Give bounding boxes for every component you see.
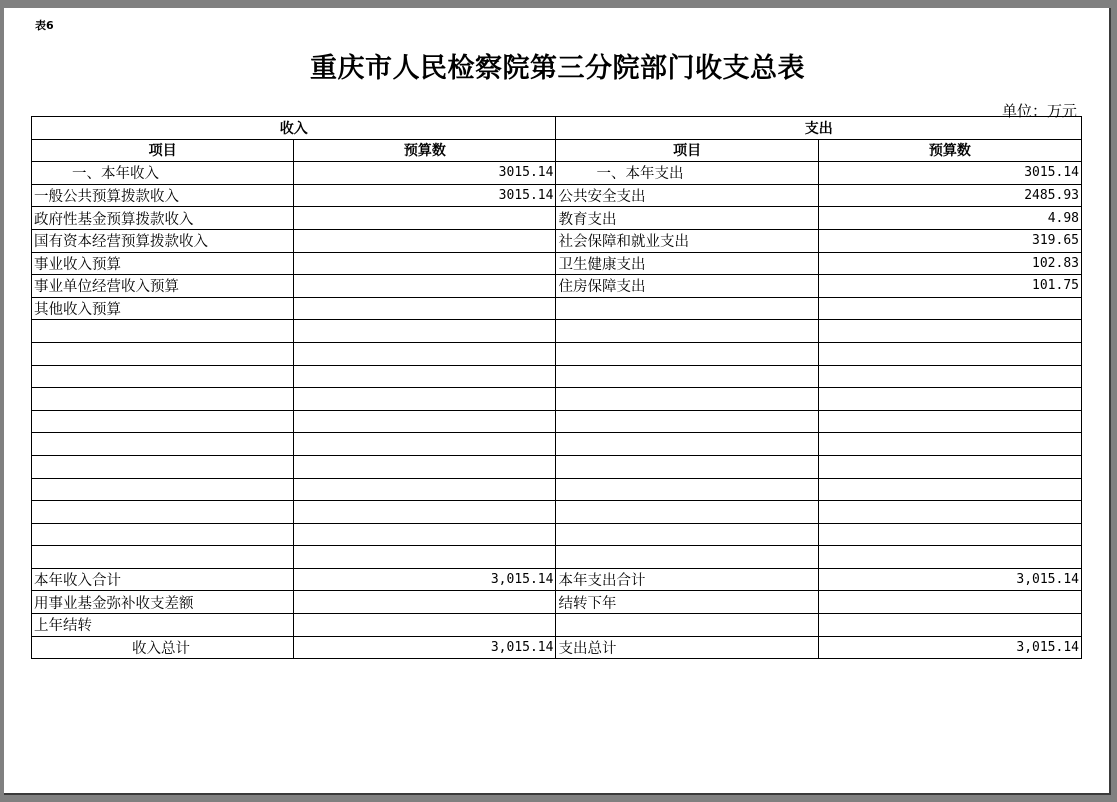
income-value-cell[interactable] <box>294 433 556 456</box>
table-row <box>32 568 1082 591</box>
income-value-cell[interactable] <box>294 207 556 230</box>
income-item-cell[interactable] <box>32 342 294 365</box>
expense-value-cell[interactable] <box>818 388 1081 411</box>
table-row <box>32 455 1082 478</box>
income-item-cell[interactable] <box>32 523 294 546</box>
expense-value-cell[interactable] <box>818 365 1081 388</box>
income-value-cell[interactable] <box>294 320 556 343</box>
expense-value-cell[interactable]: 3015.14 <box>818 162 1081 185</box>
income-value-cell[interactable]: 3,015.14 <box>294 568 556 591</box>
expense-item-cell[interactable]: 住房保障支出 <box>556 275 818 298</box>
income-item-cell[interactable] <box>32 410 294 433</box>
expense-item-cell[interactable] <box>556 297 818 320</box>
expense-item-cell[interactable]: 教育支出 <box>556 207 818 230</box>
table-row <box>32 342 1082 365</box>
expense-item-cell[interactable]: 卫生健康支出 <box>556 252 818 275</box>
income-item-cell[interactable] <box>32 388 294 411</box>
expense-value-cell[interactable] <box>818 478 1081 501</box>
table-row <box>32 252 1082 275</box>
income-section-header: 收入 <box>32 117 556 140</box>
table-row <box>32 162 1082 185</box>
expense-item-cell[interactable]: 支出总计 <box>556 636 818 659</box>
income-item-cell[interactable]: 事业单位经营收入预算 <box>32 275 294 298</box>
expense-section-header: 支出 <box>556 117 1082 140</box>
income-item-cell[interactable] <box>32 546 294 569</box>
income-item-cell[interactable] <box>32 320 294 343</box>
expense-item-cell[interactable]: 公共安全支出 <box>556 184 818 207</box>
income-item-cell[interactable] <box>32 501 294 524</box>
income-value-cell[interactable] <box>294 388 556 411</box>
expense-value-cell[interactable] <box>818 297 1081 320</box>
income-item-cell[interactable] <box>32 478 294 501</box>
income-value-cell[interactable] <box>294 523 556 546</box>
expense-item-cell[interactable] <box>556 410 818 433</box>
expense-value-cell[interactable]: 3,015.14 <box>818 636 1081 659</box>
table-row <box>32 478 1082 501</box>
expense-item-cell[interactable] <box>556 342 818 365</box>
income-value-cell[interactable] <box>294 365 556 388</box>
expense-value-cell[interactable]: 3,015.14 <box>818 568 1081 591</box>
expense-value-cell[interactable] <box>818 433 1081 456</box>
expense-budget-header: 预算数 <box>818 139 1081 162</box>
expense-item-cell[interactable] <box>556 388 818 411</box>
expense-item-cell[interactable] <box>556 455 818 478</box>
expense-value-cell[interactable] <box>818 523 1081 546</box>
income-item-cell[interactable]: 用事业基金弥补收支差额 <box>32 591 294 614</box>
table-row <box>32 207 1082 230</box>
income-value-cell[interactable] <box>294 478 556 501</box>
unit-label: 单位：万元 <box>1001 102 1077 120</box>
income-value-cell[interactable] <box>294 546 556 569</box>
expense-item-cell[interactable] <box>556 501 818 524</box>
income-item-cell[interactable]: 一般公共预算拨款收入 <box>32 184 294 207</box>
income-value-cell[interactable] <box>294 501 556 524</box>
table-row <box>32 410 1082 433</box>
income-value-cell[interactable]: 3015.14 <box>294 162 556 185</box>
income-item-cell[interactable]: 国有资本经营预算拨款收入 <box>32 229 294 252</box>
income-item-cell[interactable] <box>32 455 294 478</box>
expense-value-cell[interactable] <box>818 455 1081 478</box>
table-row <box>32 636 1082 659</box>
table-row <box>32 388 1082 411</box>
expense-item-cell[interactable] <box>556 546 818 569</box>
expense-item-cell[interactable] <box>556 433 818 456</box>
income-value-cell[interactable] <box>294 455 556 478</box>
expense-item-header: 项目 <box>556 139 818 162</box>
expense-item-cell[interactable]: 结转下年 <box>556 591 818 614</box>
expense-value-cell[interactable]: 319.65 <box>818 229 1081 252</box>
expense-value-cell[interactable] <box>818 320 1081 343</box>
income-item-cell[interactable]: 本年收入合计 <box>32 568 294 591</box>
income-item-cell[interactable] <box>32 433 294 456</box>
income-item-cell[interactable]: 其他收入预算 <box>32 297 294 320</box>
income-value-cell[interactable] <box>294 252 556 275</box>
expense-value-cell[interactable] <box>818 591 1081 614</box>
expense-item-cell[interactable] <box>556 365 818 388</box>
expense-value-cell[interactable]: 4.98 <box>818 207 1081 230</box>
expense-item-cell[interactable] <box>556 614 818 637</box>
table-row <box>32 433 1082 456</box>
expense-value-cell[interactable] <box>818 501 1081 524</box>
expense-value-cell[interactable] <box>818 614 1081 637</box>
expense-item-cell[interactable]: 一、本年支出 <box>556 162 818 185</box>
table-row <box>32 320 1082 343</box>
income-item-cell[interactable]: 上年结转 <box>32 614 294 637</box>
table-row <box>32 523 1082 546</box>
expense-value-cell[interactable] <box>818 342 1081 365</box>
expense-item-cell[interactable] <box>556 523 818 546</box>
table-row <box>32 591 1082 614</box>
income-item-cell[interactable]: 一、本年收入 <box>32 162 294 185</box>
income-value-cell[interactable]: 3,015.14 <box>294 636 556 659</box>
sheet-label: 表6 <box>35 19 54 32</box>
spreadsheet-page <box>4 8 1111 795</box>
income-item-cell[interactable]: 事业收入预算 <box>32 252 294 275</box>
income-value-cell[interactable] <box>294 410 556 433</box>
expense-value-cell[interactable] <box>818 410 1081 433</box>
table-row <box>32 275 1082 298</box>
table-row <box>32 297 1082 320</box>
table-row <box>32 229 1082 252</box>
income-item-cell[interactable]: 政府性基金预算拨款收入 <box>32 207 294 230</box>
expense-item-cell[interactable]: 社会保障和就业支出 <box>556 229 818 252</box>
expense-value-cell[interactable] <box>818 546 1081 569</box>
budget-table <box>31 116 1082 659</box>
income-value-cell[interactable] <box>294 591 556 614</box>
expense-value-cell[interactable]: 101.75 <box>818 275 1081 298</box>
income-value-cell[interactable]: 3015.14 <box>294 184 556 207</box>
expense-item-cell[interactable]: 本年支出合计 <box>556 568 818 591</box>
income-item-cell[interactable] <box>32 365 294 388</box>
expense-value-cell[interactable]: 102.83 <box>818 252 1081 275</box>
page-title: 重庆市人民检察院第三分院部门收支总表 <box>310 53 805 84</box>
table-row <box>32 365 1082 388</box>
table-row <box>32 546 1082 569</box>
income-value-cell[interactable] <box>294 614 556 637</box>
income-item-cell[interactable]: 收入总计 <box>32 636 294 659</box>
table-row <box>32 614 1082 637</box>
expense-item-cell[interactable] <box>556 320 818 343</box>
table-row <box>32 501 1082 524</box>
income-value-cell[interactable] <box>294 275 556 298</box>
income-value-cell[interactable] <box>294 229 556 252</box>
expense-item-cell[interactable] <box>556 478 818 501</box>
income-value-cell[interactable] <box>294 297 556 320</box>
income-item-header: 项目 <box>32 139 294 162</box>
expense-value-cell[interactable]: 2485.93 <box>818 184 1081 207</box>
table-row <box>32 184 1082 207</box>
income-value-cell[interactable] <box>294 342 556 365</box>
income-budget-header: 预算数 <box>294 139 556 162</box>
